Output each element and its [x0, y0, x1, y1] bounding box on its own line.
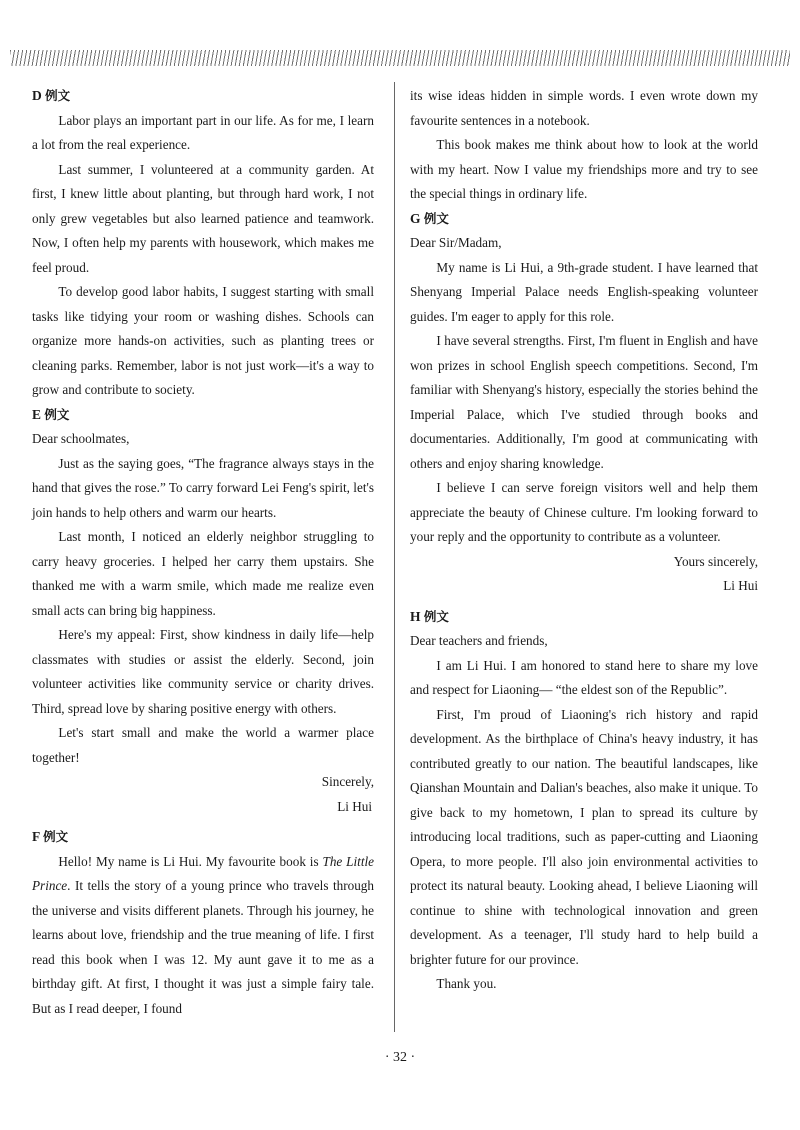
- section-e-heading: E 例文: [32, 406, 70, 422]
- section-d-paragraph: To develop good labor habits, I suggest starting with small tasks like tidying your room or washing dishes. Schools can organize more hands-on activities, such as planting trees or cleaning parks. Remember, labor is not just work—it's a way to grow and contribute to society.: [32, 284, 374, 397]
- page-number: · 32 ·: [384, 1050, 416, 1065]
- section-f: [32, 825, 374, 1021]
- section-g-greeting: Dear Sir/Madam,: [410, 235, 502, 250]
- section-g-paragraph: My name is Li Hui, a 9th-grade student. I have learned that Shenyang Imperial Palace needs English-speaking volunteer guides. I'm eager to apply for this role.: [410, 259, 758, 324]
- section-e-greeting: Dear schoolmates,: [32, 431, 130, 446]
- section-e-paragraph: Last month, I noticed an elderly neighbor struggling to carry heavy groceries. I helped her carry them upstairs. She thanked me with a warm smile, which made me realize even small acts can bring big happiness.: [32, 529, 374, 618]
- section-f-heading: F 例文: [32, 829, 69, 844]
- section-h-paragraph: I am Li Hui. I am honored to stand here to share my love and respect for Liaoning— “the eldest son of the Republic”.: [410, 657, 758, 697]
- section-d-heading: D 例文: [32, 88, 71, 103]
- section-f-paragraph: Hello! My name is Li Hui. My favourite book is The Little Prince. It tells the story of a young prince who travels through the universe and visits different planets. Through his journey, he learns about love, friendship and the true meaning of life. I first read this book when I was 12. My aunt gave it to me as a birthday gift. At first, I thought it was just a simple fairy tale. But as I read deeper, I found: [32, 853, 375, 1016]
- section-e-paragraph: Let's start small and make the world a warmer place together!: [32, 725, 374, 765]
- section-g-signature: Li Hui: [723, 578, 758, 593]
- section-e-paragraph: Just as the saying goes, “The fragrance always stays in the hand that gives the rose.” To carry forward Lei Feng's spirit, let's join hands to help others and warm our hearts.: [32, 455, 374, 520]
- section-g-paragraph: I have several strengths. First, I'm fluent in English and have won prizes in school English speech competitions. Second, I'm familiar with Shenyang's history, especially the stories behind the Imperial Palace, which I've studied through books and documentaries. Additionally, I'm good at communicating with others and enjoy sharing knowledge.: [410, 333, 758, 471]
- section-h-heading: H 例文: [410, 608, 449, 624]
- header-decorative-band: [10, 50, 790, 66]
- section-d: [32, 84, 374, 403]
- book-title: The Little Prince: [32, 853, 375, 893]
- section-g-heading: G 例文: [410, 210, 449, 226]
- section-e-signature: Li Hui: [337, 798, 372, 814]
- section-e-closing: Sincerely,: [321, 774, 374, 789]
- section-e: [32, 403, 374, 820]
- section-e-paragraph: Here's my appeal: First, show kindness in daily life—help classmates with studies or assist the elderly. Second, join volunteer activities like community service or charity drives. Third, spread love by sharing positive energy with others.: [32, 627, 374, 716]
- section-g-closing: Yours sincerely,: [673, 553, 758, 569]
- section-h: [410, 605, 758, 997]
- section-h-paragraph: Thank you.: [436, 976, 497, 991]
- section-f-continued-text: its wise ideas hidden in simple words. I even wrote down my favourite sentences in a notebook.: [410, 88, 758, 128]
- section-d-paragraph: Labor plays an important part in our life. As for me, I learn a lot from the real experience.: [32, 112, 374, 152]
- section-h-paragraph: First, I'm proud of Liaoning's rich history and rapid development. As the birthplace of China's heavy industry, it has contributed greatly to our nation. The beautiful landscapes, like Qianshan Mountain and Dalian's beaches, also make it unique. To give back to my hometown, I plan to spread its culture by introducing local traditions, such as paper-cutting and Liaoning Opera, to more people. I'll also join environmental activities to protect its natural beauty. Looking ahead, I believe Liaoning will continue to shine with technological innovation and green development. As a teenager, I'll study hard to help build a brighter future for our province.: [410, 706, 758, 967]
- section-d-paragraph: Last summer, I volunteered at a community garden. At first, I knew little about planting, but through hard work, I not only grew vegetables but also learned patience and teamwork. Now, I often help my parents with housework, which makes me feel proud.: [32, 161, 374, 275]
- column-divider: [394, 82, 395, 1032]
- section-f-continued: [410, 84, 758, 207]
- section-h-greeting: Dear teachers and friends,: [410, 633, 548, 648]
- left-column: [32, 84, 374, 1021]
- section-f-paragraph: This book makes me think about how to look at the world with my heart. Now I value my friendships more and try to see the special things in ordinary life.: [410, 137, 758, 201]
- section-g: [410, 207, 758, 599]
- right-column: [410, 84, 758, 997]
- section-g-paragraph: I believe I can serve foreign visitors well and help them appreciate the beauty of Chinese culture. I'm looking forward to your reply and the opportunity to contribute as a volunteer.: [410, 480, 758, 544]
